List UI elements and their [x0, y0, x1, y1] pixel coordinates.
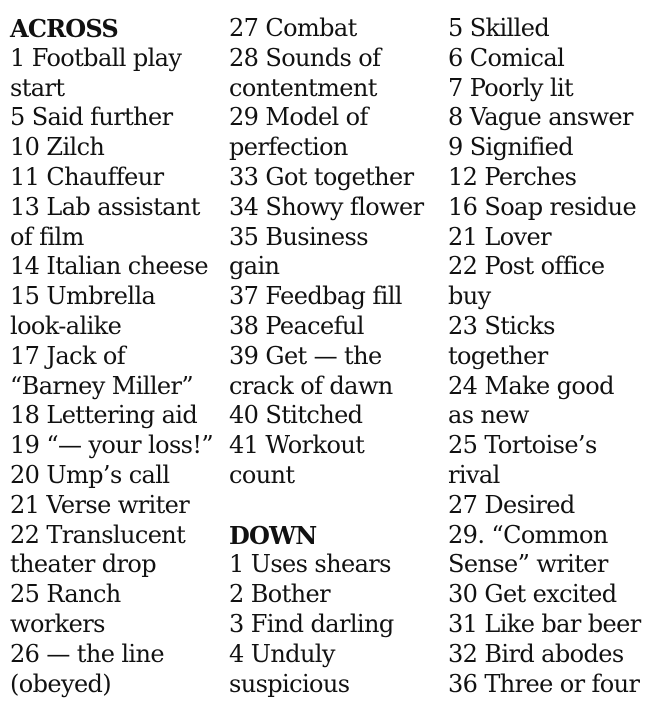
- clue-line: 24 Make good: [448, 371, 614, 400]
- down-clue: [229, 550, 443, 580]
- across-clue: [10, 252, 224, 282]
- clue-line: count: [229, 460, 295, 489]
- across-clue: [229, 223, 443, 283]
- clue-line: 41 Workout: [229, 431, 365, 460]
- clue-line: 5 Said further: [10, 103, 173, 132]
- clue-line: “Barney Miller”: [10, 371, 194, 400]
- clue-line: 38 Peaceful: [229, 311, 364, 340]
- down-clue: [229, 640, 443, 700]
- down-clue: [448, 610, 646, 640]
- across-clue: [10, 461, 224, 491]
- clue-line: as new: [448, 401, 529, 430]
- down-clue: [448, 640, 646, 670]
- clue-line: 1 Football play: [10, 43, 182, 72]
- down-clue: [448, 372, 646, 432]
- down-clue: [448, 74, 646, 104]
- across-clue: [10, 133, 224, 163]
- down-clue: [448, 580, 646, 610]
- clue-column-2: [229, 14, 443, 699]
- across-clue: [10, 640, 224, 700]
- clue-line: contentment: [229, 73, 377, 102]
- down-clue: [229, 580, 443, 610]
- across-clue: [10, 580, 224, 640]
- clue-line: together: [448, 341, 548, 370]
- clue-line: 2 Bother: [229, 580, 330, 609]
- clue-line: 37 Feedbag fill: [229, 282, 402, 311]
- down-clue: [448, 103, 646, 133]
- down-clue: [448, 252, 646, 312]
- down-clue: [448, 491, 646, 521]
- clue-line: 9 Signified: [448, 133, 574, 162]
- across-clue: [10, 342, 224, 402]
- clue-line: Sense” writer: [448, 550, 608, 579]
- clue-line: 33 Got together: [229, 162, 414, 191]
- across-clue: [229, 342, 443, 402]
- down-heading: DOWN: [229, 520, 317, 550]
- clue-line: gain: [229, 252, 280, 281]
- clue-line: workers: [10, 609, 105, 638]
- clue-line: 13 Lab assistant: [10, 192, 200, 221]
- clue-line: 4 Unduly: [229, 639, 335, 668]
- clue-line: 28 Sounds of: [229, 43, 381, 72]
- clue-line: perfection: [229, 133, 348, 162]
- down-clue: [229, 610, 443, 640]
- clue-line: 12 Perches: [448, 162, 577, 191]
- across-clue: [229, 431, 443, 491]
- clue-line: 35 Business: [229, 222, 368, 251]
- across-clue: [10, 163, 224, 193]
- clue-line: rival: [448, 460, 500, 489]
- clue-line: 25 Ranch: [10, 580, 121, 609]
- across-clue: [10, 193, 224, 253]
- clue-line: 16 Soap residue: [448, 192, 637, 221]
- clue-line: 1 Uses shears: [229, 550, 391, 579]
- clue-line: 15 Umbrella: [10, 282, 156, 311]
- across-clue: [229, 282, 443, 312]
- clue-line: look-alike: [10, 311, 122, 340]
- clue-line: 20 Ump’s call: [10, 460, 170, 489]
- clue-line: 17 Jack of: [10, 341, 126, 370]
- clue-line: 40 Stitched: [229, 401, 363, 430]
- across-clue: [10, 103, 224, 133]
- clue-line: 7 Poorly lit: [448, 73, 574, 102]
- clue-line: suspicious: [229, 669, 350, 698]
- clue-line: 22 Post office: [448, 252, 605, 281]
- across-clue: [10, 431, 224, 461]
- down-clue: [448, 521, 646, 581]
- across-clue: [229, 163, 443, 193]
- clue-line: 19 “— your loss!”: [10, 431, 214, 460]
- clue-line: 32 Bird abodes: [448, 639, 624, 668]
- clue-line: 22 Translucent: [10, 520, 186, 549]
- across-clue: [229, 44, 443, 104]
- across-clue: [10, 521, 224, 581]
- clue-line: 18 Lettering aid: [10, 401, 198, 430]
- clue-line: 29. “Common: [448, 520, 608, 549]
- down-clue: [448, 312, 646, 372]
- down-clue: [448, 14, 646, 44]
- down-clue: [448, 44, 646, 74]
- clue-line: 8 Vague answer: [448, 103, 633, 132]
- down-clue: [448, 431, 646, 491]
- down-clue: [448, 670, 646, 700]
- clue-line: crack of dawn: [229, 371, 393, 400]
- clue-line: 14 Italian cheese: [10, 252, 208, 281]
- down-clue: [448, 223, 646, 253]
- clue-line: theater drop: [10, 550, 157, 579]
- clue-line: 36 Three or four: [448, 669, 640, 698]
- clue-line: 26 — the line: [10, 639, 164, 668]
- clue-line: 21 Lover: [448, 222, 551, 251]
- across-clue: [229, 103, 443, 163]
- clue-line: 25 Tortoise’s: [448, 431, 597, 460]
- section-gap: [229, 491, 443, 521]
- across-heading: ACROSS: [10, 14, 118, 43]
- clue-line: 21 Verse writer: [10, 490, 190, 519]
- across-clue: [10, 44, 224, 104]
- across-clue: [10, 491, 224, 521]
- clue-line: 27 Combat: [229, 14, 357, 42]
- clue-line: 34 Showy flower: [229, 192, 424, 221]
- clue-line: start: [10, 73, 65, 102]
- clue-line: 39 Get — the: [229, 341, 382, 370]
- clue-line: of film: [10, 222, 84, 251]
- across-clue: [229, 193, 443, 223]
- across-clue: [229, 312, 443, 342]
- clue-line: 27 Desired: [448, 490, 575, 519]
- clue-line: 5 Skilled: [448, 14, 550, 42]
- clue-line: 11 Chauffeur: [10, 162, 164, 191]
- clue-line: 23 Sticks: [448, 311, 555, 340]
- across-clue: [229, 14, 443, 44]
- down-clue: [448, 163, 646, 193]
- down-clue: [448, 193, 646, 223]
- clue-line: buy: [448, 282, 491, 311]
- clue-line: 30 Get excited: [448, 580, 617, 609]
- clue-line: (obeyed): [10, 669, 112, 698]
- clue-line: 3 Find darling: [229, 609, 394, 638]
- clue-line: 29 Model of: [229, 103, 368, 132]
- across-clue: [229, 401, 443, 431]
- across-clue: [10, 282, 224, 342]
- clue-line: 10 Zilch: [10, 133, 105, 162]
- down-clue: [448, 133, 646, 163]
- clue-line: 6 Comical: [448, 43, 565, 72]
- clue-column-3: [448, 14, 646, 699]
- across-clue: [10, 401, 224, 431]
- clue-line: 31 Like bar beer: [448, 609, 641, 638]
- clue-column-1: [10, 14, 224, 699]
